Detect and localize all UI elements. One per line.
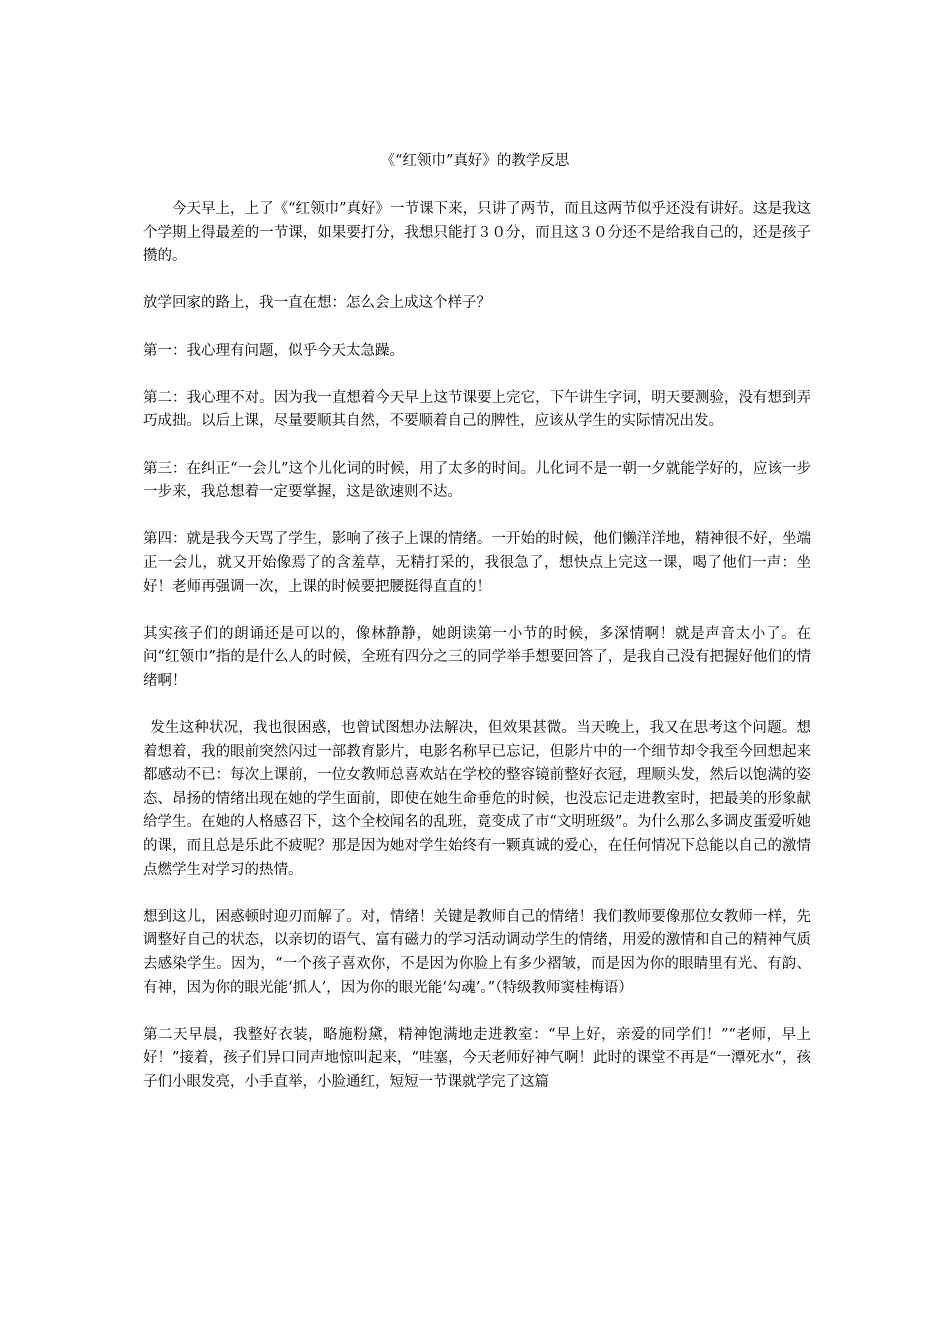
paragraph-8: 发生这种状况，我也很困惑，也曾试图想办法解决，但效果甚微。当天晚上，我又在思考这个问题。想着想着，我的眼前突然闪过一部教育影片，电影名称早已忘记，但影片中的一个细节却令我至今回想起来都感动不已：每次上课前，一位女教师总喜欢站在学校的整容镜前整好衣冠，理顺头发，然后以饱满的姿态、昂扬的情绪出现在她的学生面前，即使在她生命垂危的时候，也没忘记走进教室时，把最美的形象献给学生。在她的人格感召下，这个全校闻名的乱班，竟变成了市“文明班级”。为什么那么多调皮蛋爱听她的课，而且总是乐此不疲呢？那是因为她对学生始终有一颗真诚的爱心，在任何情况下总能以自己的激情点燃学生对学习的热情。 <box>143 720 811 878</box>
paragraph-4: 第二：我心理不对。因为我一直想着今天早上这节课要上完它，下午讲生字词，明天要测验，没有想到弄巧成拙。以后上课，尽量要顺其自然，不要顺着自己的脾性，应该从学生的实际情况出发。 <box>143 389 811 430</box>
paragraph-5: 第三：在纠正“一会儿”这个儿化词的时候，用了太多的时间。儿化词不是一朝一夕就能学好的，应该一步一步来，我总想着一定要掌握，这是欲速则不达。 <box>143 460 811 501</box>
paragraph-6: 第四：就是我今天骂了学生，影响了孩子上课的情绪。一开始的时候，他们懒洋洋地，精神很不好，坐端正一会儿，就又开始像焉了的含羞草，无精打采的，我很急了，想快点上完这一课，喝了他们一声：坐好！老师再强调一次，上课的时候要把腰挺得直直的！ <box>143 531 811 595</box>
paragraph-1: 今天早上，上了《“红领巾”真好》一节课下来，只讲了两节，而且这两节似乎还没有讲好。这是我这个学期上得最差的一节课，如果要打分，我想只能打３０分，而且这３０分还不是给我自己的，还是孩子攒的。 <box>143 201 811 265</box>
document-body <box>143 198 811 1118</box>
paragraph-7: 其实孩子们的朗诵还是可以的，像林静静，她朗读第一小节的时候，多深情啊！就是声音太小了。在问“红领巾”指的是什么人的时候，全班有四分之三的同学举手想要回答了，是我自己没有把握好他们的情绪啊！ <box>143 625 811 689</box>
paragraph-9: 想到这儿，困惑顿时迎刃而解了。对，情绪！关键是教师自己的情绪！我们教师要像那位女教师一样，先调整好自己的状态，以亲切的语气、富有磁力的学习活动调动学生的情绪，用爱的激情和自己的精神气质去感染学生。因为，“一个孩子喜欢你，不是因为你脸上有多少褶皱，而是因为你的眼睛里有光、有韵、有神，因为你的眼光能‘抓人’，因为你的眼光能‘勾魂’。”（特级教师窦桂梅语） <box>143 908 811 996</box>
paragraph-10: 第二天早晨，我整好衣装，略施粉黛，精神饱满地走进教室：“早上好，亲爱的同学们！”“老师，早上好！”接着，孩子们异口同声地惊叫起来，“哇塞，今天老师好神气啊！此时的课堂不再是“一潭死水”，孩子们小眼发亮，小手直举，小脸通红，短短一节课就学完了这篇 <box>143 1026 811 1090</box>
paragraph-2: 放学回家的路上，我一直在想：怎么会上成这个样子？ <box>143 295 491 312</box>
document-title: 《“红领巾”真好》的教学反思 <box>380 153 570 169</box>
paragraph-3: 第一：我心理有问题，似乎今天太急躁。 <box>143 342 404 359</box>
